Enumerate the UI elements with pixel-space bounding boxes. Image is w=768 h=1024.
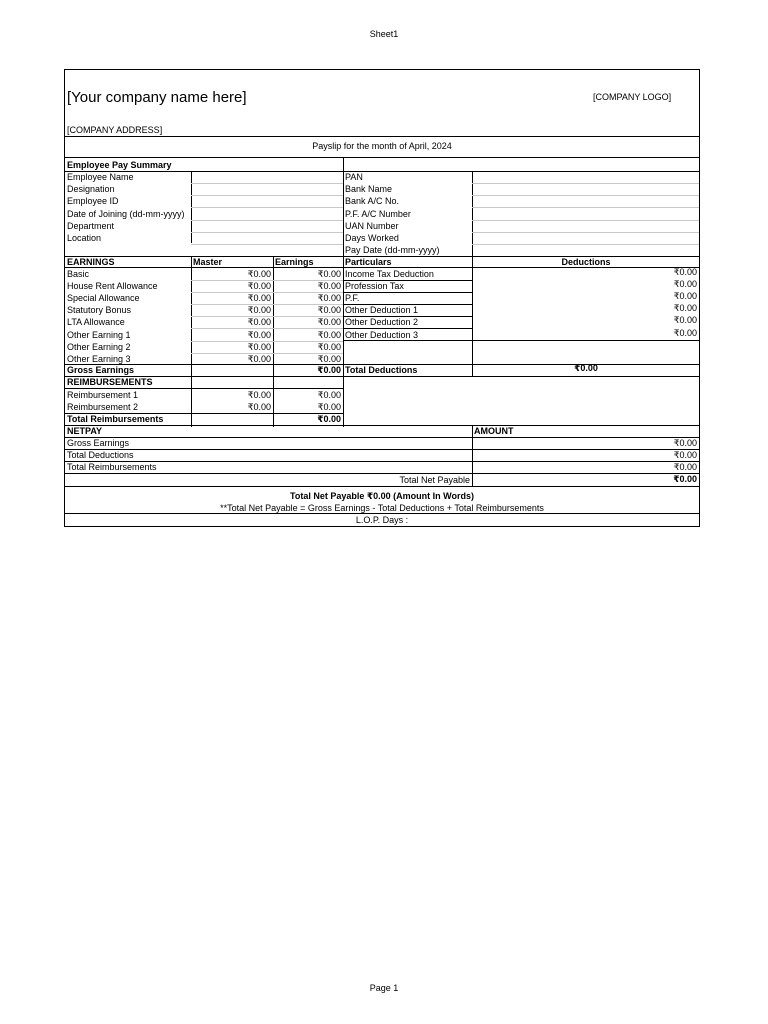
payslip — [64, 69, 700, 527]
earning-master-value: ₹0.00 — [247, 293, 271, 304]
row-line — [343, 292, 472, 293]
netpay-heading: NETPAY — [67, 426, 103, 436]
reimbursement-master-value: ₹0.00 — [247, 390, 271, 400]
earning-master-value: ₹0.00 — [247, 353, 271, 364]
earning-label: House Rent Allowance — [67, 281, 158, 292]
deduction-label: Other Deduction 2 — [345, 317, 419, 328]
company-address: [COMPANY ADDRESS] — [67, 125, 163, 135]
summary-label: Bank Name — [345, 184, 393, 195]
deduction-label: P.F. — [345, 293, 360, 304]
netpay-label: Total Deductions — [67, 450, 134, 461]
value-cell-line — [472, 207, 699, 208]
earning-value: ₹0.00 — [317, 269, 341, 279]
value-cell-line — [191, 207, 343, 208]
deduction-value: ₹0.00 — [673, 291, 697, 302]
summary-label: Designation — [67, 184, 115, 195]
company-name: [Your company name here] — [67, 89, 247, 106]
earning-value: ₹0.00 — [317, 341, 341, 352]
total-net-payable-value: ₹0.00 — [673, 474, 697, 484]
deductions-heading: Deductions — [561, 257, 611, 267]
summary-label: Date of Joining (dd-mm-yyyy) — [67, 208, 185, 219]
summary-heading: Employee Pay Summary — [67, 160, 172, 170]
earning-master-value: ₹0.00 — [247, 269, 271, 279]
value-cell-line — [472, 195, 699, 196]
earning-master-value: ₹0.00 — [247, 341, 271, 352]
earning-value: ₹0.00 — [317, 329, 341, 340]
earning-master-value: ₹0.00 — [247, 317, 271, 328]
earning-label: Statutory Bonus — [67, 305, 132, 316]
earning-label: Basic — [67, 269, 90, 279]
lop-days: L.O.P. Days : — [355, 515, 409, 525]
summary-label: Employee ID — [67, 196, 119, 207]
deduction-label: Other Deduction 3 — [345, 329, 419, 340]
amount-heading: AMOUNT — [474, 426, 514, 436]
total-net-payable-label: Total Net Payable — [399, 475, 470, 485]
earning-label: Other Earning 1 — [67, 329, 131, 340]
earnings-col-heading: Earnings — [275, 257, 314, 267]
summary-label: Department — [67, 220, 115, 231]
summary-label: P.F. A/C Number — [345, 208, 411, 219]
total-reimbursements-value: ₹0.00 — [317, 414, 341, 424]
deduction-value: ₹0.00 — [673, 327, 697, 338]
netpay-value: ₹0.00 — [673, 462, 697, 473]
earnings-heading: EARNINGS — [67, 257, 115, 267]
value-cell-line — [472, 244, 699, 245]
summary-label: Days Worked — [345, 233, 399, 243]
deduction-value: ₹0.00 — [673, 315, 697, 326]
reimbursement-master-value: ₹0.00 — [247, 402, 271, 412]
gross-earnings-value: ₹0.00 — [317, 365, 341, 375]
reimbursement-label: Reimbursement 2 — [67, 402, 139, 412]
earning-label: Other Earning 3 — [67, 353, 131, 364]
summary-label: UAN Number — [345, 220, 399, 231]
netpay-value: ₹0.00 — [673, 438, 697, 448]
deduction-value: ₹0.00 — [673, 267, 697, 277]
earning-value: ₹0.00 — [317, 317, 341, 328]
value-cell-line — [191, 183, 343, 184]
earning-value: ₹0.00 — [317, 353, 341, 364]
earning-master-value: ₹0.00 — [247, 281, 271, 292]
earning-master-value: ₹0.00 — [247, 329, 271, 340]
value-cell-line — [191, 244, 343, 245]
summary-label: Employee Name — [67, 172, 134, 182]
summary-label: Pay Date (dd-mm-yyyy) — [345, 245, 440, 256]
value-cell-line — [472, 183, 699, 184]
earning-label: Special Allowance — [67, 293, 140, 304]
net-payable-formula: **Total Net Payable = Gross Earnings - Total Deductions + Total Reimbursements — [220, 503, 544, 513]
total-deductions-label: Total Deductions — [345, 365, 418, 375]
reimbursement-value: ₹0.00 — [317, 390, 341, 400]
value-cell-line — [191, 195, 343, 196]
reimbursement-value: ₹0.00 — [317, 402, 341, 412]
deduction-label: Income Tax Deduction — [345, 269, 434, 279]
deduction-value: ₹0.00 — [673, 279, 697, 290]
deduction-label: Other Deduction 1 — [345, 305, 419, 316]
summary-label: PAN — [345, 172, 363, 182]
net-payable-in-words: Total Net Payable ₹0.00 (Amount In Words) — [290, 491, 474, 501]
summary-label: Location — [67, 233, 102, 243]
value-cell-line — [191, 232, 343, 233]
earning-label: Other Earning 2 — [67, 341, 131, 352]
earning-value: ₹0.00 — [317, 305, 341, 316]
deduction-value: ₹0.00 — [673, 303, 697, 314]
value-cell-line — [472, 220, 699, 221]
value-cell-line — [472, 232, 699, 233]
earning-value: ₹0.00 — [317, 281, 341, 292]
value-cell-line — [191, 220, 343, 221]
page-number: Page 1 — [369, 983, 399, 993]
company-logo: [COMPANY LOGO] — [593, 92, 672, 102]
reimbursements-heading: REIMBURSEMENTS — [67, 377, 153, 387]
gross-earnings-label: Gross Earnings — [67, 365, 135, 375]
earning-master-value: ₹0.00 — [247, 305, 271, 316]
deduction-label: Profession Tax — [345, 281, 404, 292]
earning-value: ₹0.00 — [317, 293, 341, 304]
netpay-label: Total Reimbursements — [67, 462, 157, 473]
reimbursement-label: Reimbursement 1 — [67, 390, 139, 400]
earning-label: LTA Allowance — [67, 317, 125, 328]
particulars-heading: Particulars — [345, 257, 392, 267]
master-heading: Master — [193, 257, 223, 267]
netpay-label: Gross Earnings — [67, 438, 130, 448]
payslip-title: Payslip for the month of April, 2024 — [312, 141, 452, 151]
total-deductions-value: ₹0.00 — [574, 363, 598, 373]
netpay-value: ₹0.00 — [673, 450, 697, 461]
total-reimbursements-label: Total Reimbursements — [67, 414, 164, 424]
sheet-title: Sheet1 — [369, 29, 399, 39]
summary-label: Bank A/C No. — [345, 196, 400, 207]
